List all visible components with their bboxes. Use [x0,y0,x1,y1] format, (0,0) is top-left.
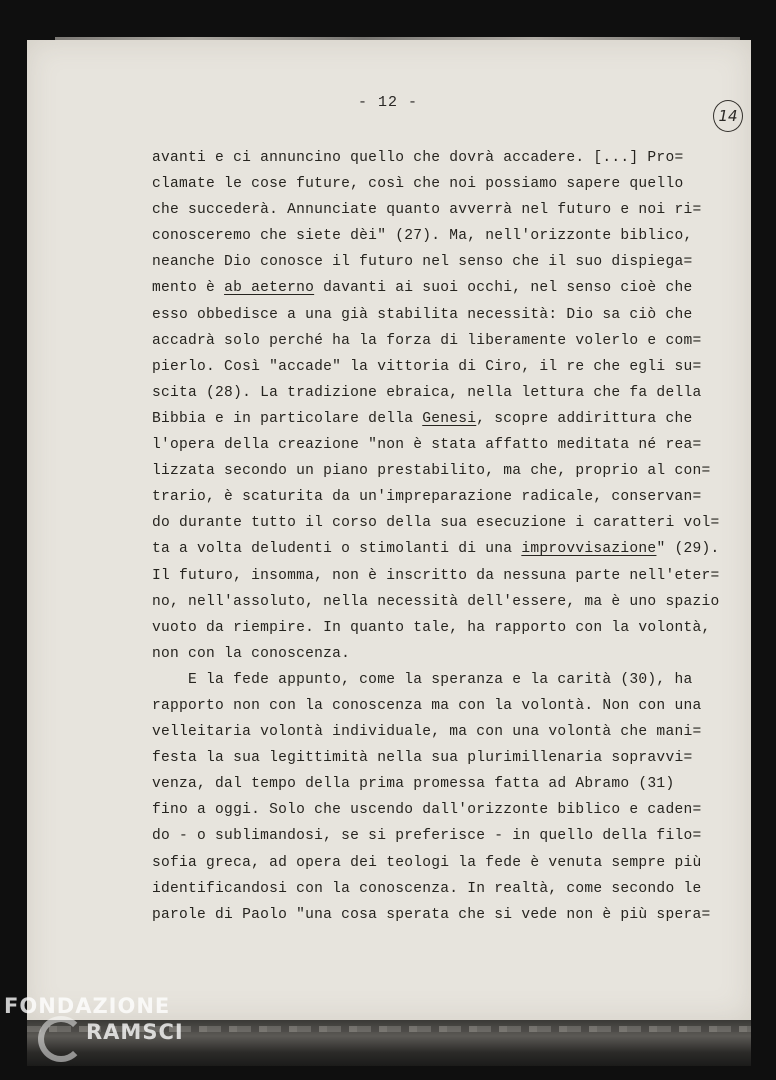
watermark-line-1: FONDAZIONE [4,994,171,1018]
underlined-term: ab aeterno [224,280,315,297]
text-line [152,615,742,641]
text-line [152,197,742,223]
text-segment: davanti ai suoi occhi, nel senso cioè che [314,280,693,297]
text-segment: che succederà. Annunciate quanto avverrà nel futuro e noi ri= [152,202,702,219]
fondazione-gramsci-watermark [4,994,204,1074]
text-segment: mento è [152,280,225,297]
text-line [152,171,742,197]
text-segment: " (29). [656,541,720,558]
text-segment: scita (28). La tradizione ebraica, nella lettura che fa della [152,384,702,401]
text-segment: esso obbedisce a una già stabilita necessità: Dio sa ciò che [152,306,693,323]
text-segment: identificandosi con la conoscenza. In realtà, come secondo le [152,880,702,897]
text-line [152,536,742,562]
text-segment: venza, dal tempo della prima promessa fatta ad Abramo (31) [152,776,675,793]
text-line [152,354,742,380]
text-line [152,406,742,432]
text-line [152,432,742,458]
text-segment: clamate le cose future, così che noi possiamo sapere quello [152,176,684,193]
text-line [152,510,742,536]
text-segment: vuoto da riempire. In quanto tale, ha rapporto con la volontà, [152,619,711,636]
watermark-g-logo-icon [38,1016,84,1062]
underlined-term: improvvisazione [521,541,657,558]
text-line [152,328,742,354]
text-line [152,719,742,745]
text-line [152,667,742,693]
text-segment: do - o sublimandosi, se si preferisce - in quello della filo= [152,828,702,845]
text-line [152,693,742,719]
text-segment: , scopre addirittura che [476,410,693,427]
text-line [152,797,742,823]
text-line [152,484,742,510]
text-segment: festa la sua legittimità nella sua plurimillenaria sopravvi= [152,750,693,767]
text-line [152,745,742,771]
text-segment: E la fede appunto, come la speranza e la carità (30), ha [152,671,693,688]
text-line [152,771,742,797]
text-segment: conosceremo che siete dèi" (27). Ma, nell'orizzonte biblico, [152,228,693,245]
text-segment: do durante tutto il corso della sua esecuzione i caratteri vol= [152,515,720,532]
text-line [152,641,742,667]
text-segment: l'opera della creazione "non è stata affatto meditata né rea= [152,437,702,454]
text-line [152,458,742,484]
text-line [152,589,742,615]
underlined-term: Genesi [422,410,477,427]
text-line [152,302,742,328]
text-segment: lizzata secondo un piano prestabilito, ma che, proprio al con= [152,463,711,480]
folio-mark: 14 [713,100,743,132]
text-segment: fino a oggi. Solo che uscendo dall'orizzonte biblico e caden= [152,802,702,819]
text-line [152,876,742,902]
text-segment: Bibbia e in particolare della [152,410,423,427]
text-line [152,902,742,928]
text-segment: no, nell'assoluto, nella necessità dell'essere, ma è uno spazio [152,593,720,610]
text-segment: avanti e ci annuncino quello che dovrà accadere. [...] Pro= [152,150,684,166]
text-line [152,145,742,171]
text-segment: sofia greca, ad opera dei teologi la fede è venuta sempre più [152,854,702,871]
text-line [152,223,742,249]
watermark-line-2: RAMSCI [86,1020,184,1044]
text-line [152,850,742,876]
text-line [152,823,742,849]
text-segment: pierlo. Così "accade" la vittoria di Ciro, il re che egli su= [152,358,702,375]
text-segment: ta a volta deludenti o stimolanti di una [152,541,522,558]
text-line [152,275,742,301]
text-line [152,380,742,406]
text-line [152,249,742,275]
text-segment: velleitaria volontà individuale, ma con una volontà che mani= [152,724,702,741]
text-segment: non con la conoscenza. [152,645,351,662]
text-line [152,563,742,589]
text-segment: rapporto non con la conoscenza ma con la volontà. Non con una [152,697,702,714]
text-segment: parole di Paolo "una cosa sperata che si vede non è più spera= [152,906,711,923]
text-segment: trario, è scaturita da un'impreparazione radicale, conservan= [152,489,702,506]
text-segment: accadrà solo perché ha la forza di liberamente volerlo e com= [152,332,702,349]
body-text [152,145,742,928]
text-segment: Il futuro, insomma, non è inscritto da nessuna parte nell'eter= [152,567,720,584]
page-number: - 12 - [357,94,418,111]
text-segment: neanche Dio conosce il futuro nel senso che il suo dispiega= [152,254,693,271]
